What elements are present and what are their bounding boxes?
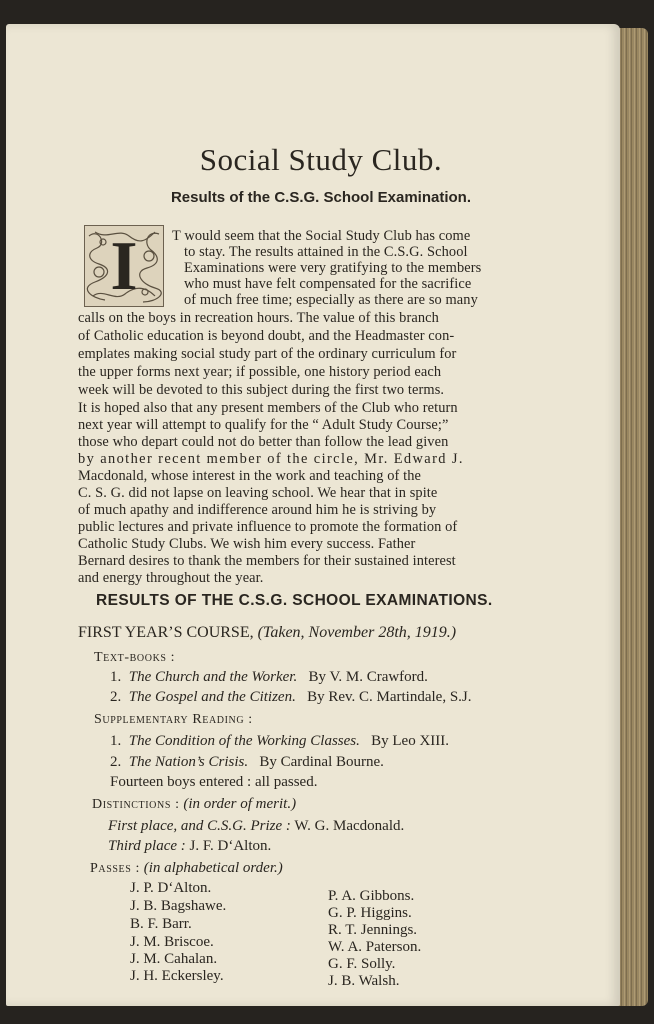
intro-line: Macdonald, whose interest in the work and teaching of the <box>78 468 421 484</box>
pass-name: J. P. D‘Alton. <box>130 880 212 896</box>
pass-name: J. B. Walsh. <box>328 973 400 989</box>
course-line <box>78 624 456 642</box>
first-place-name: W. G. Macdonald. <box>294 818 405 834</box>
intro-line: of much free time; especially as there are so many <box>184 292 478 308</box>
intro-line: C. S. G. did not lapse on leaving school. We hear that in spite <box>78 485 438 501</box>
intro-line: T would seem that the Social Study Club has come <box>172 228 471 244</box>
supplementary-item <box>110 733 449 750</box>
book-page <box>6 24 620 1006</box>
intro-line: calls on the boys in recreation hours. The value of this branch <box>78 310 439 326</box>
passes-line <box>90 860 283 877</box>
third-place-line <box>108 838 271 855</box>
intro-line: Examinations were very gratifying to the members <box>184 260 482 276</box>
article-subtitle: Results of the C.S.G. School Examination. <box>170 189 472 206</box>
pass-name: J. M. Cahalan. <box>130 951 218 967</box>
book-title: The Gospel and the Citizen. <box>128 689 296 705</box>
course-date: (Taken, November 28th, 1919.) <box>257 624 457 641</box>
distinctions-line <box>92 796 296 813</box>
textbooks-label: Text-books : <box>94 650 176 665</box>
book-author: By Rev. C. Martindale, S.J. <box>307 689 472 705</box>
item-number: 2. <box>110 689 122 705</box>
supplementary-item <box>110 754 384 771</box>
pass-name: J. H. Eckersley. <box>130 968 224 984</box>
pass-name: J. B. Bagshawe. <box>130 898 227 914</box>
intro-line: of much apathy and indifference around him he is striving by <box>78 502 437 518</box>
intro-line: Bernard desires to thank the members for their sustained interest <box>78 553 456 569</box>
article-title: Social Study Club. <box>199 142 443 177</box>
intro-line: public lectures and private influence to promote the formation of <box>78 519 458 535</box>
entered-note: Fourteen boys entered : all passed. <box>110 774 318 790</box>
passes-note: (in alphabetical order.) <box>143 860 283 876</box>
intro-line: by another recent member of the circle, Mr. Edward J. <box>78 451 464 467</box>
book-page-edges <box>618 28 648 1006</box>
book-title: The Church and the Worker. <box>128 669 298 685</box>
intro-line: and energy throughout the year. <box>78 570 264 586</box>
pass-name: J. M. Briscoe. <box>130 934 214 950</box>
book-title: The Condition of the Working Classes. <box>128 733 360 749</box>
intro-line: next year will attempt to qualify for the “ Adult Study Course;” <box>78 417 449 433</box>
intro-line: those who depart could not do better than follow the lead given <box>78 434 449 450</box>
textbook-item <box>110 689 472 706</box>
drop-cap-letter: I <box>110 228 138 305</box>
pass-name: G. P. Higgins. <box>328 905 412 921</box>
results-heading: RESULTS OF THE C.S.G. SCHOOL EXAMINATIONS. <box>96 592 493 609</box>
intro-line: of Catholic education is beyond doubt, and the Headmaster con- <box>78 328 455 344</box>
passes-label: Passes : <box>90 861 140 876</box>
pass-name: B. F. Barr. <box>130 916 192 932</box>
first-place-label: First place, and C.S.G. Prize : <box>108 818 291 834</box>
intro-line: to stay. The results attained in the C.S.G. School <box>184 244 468 260</box>
intro-line: week will be devoted to this subject during the first two terms. <box>78 382 445 398</box>
intro-line: who must have felt compensated for the sacrifice <box>184 276 472 292</box>
third-place-label: Third place : <box>108 838 186 854</box>
intro-line: the upper forms next year; if possible, one history period each <box>78 364 442 380</box>
pass-name: G. F. Solly. <box>328 956 396 972</box>
book-title: The Nation’s Crisis. <box>128 754 249 770</box>
book-author: By Cardinal Bourne. <box>259 754 384 770</box>
book-author: By Leo XIII. <box>371 733 450 749</box>
intro-line: Catholic Study Clubs. We wish him every success. Father <box>78 536 416 552</box>
pass-name: R. T. Jennings. <box>328 922 418 938</box>
course-title: FIRST YEAR’S COURSE, <box>78 624 254 641</box>
item-number: 1. <box>110 669 122 685</box>
third-place-name: J. F. D‘Alton. <box>189 838 272 854</box>
pass-name: W. A. Paterson. <box>328 939 422 955</box>
pass-name: P. A. Gibbons. <box>328 888 415 904</box>
distinctions-note: (in order of merit.) <box>183 796 297 812</box>
book-author: By V. M. Crawford. <box>308 669 428 685</box>
distinctions-label: Distinctions : <box>92 797 180 812</box>
item-number: 2. <box>110 754 122 770</box>
intro-line: It is hoped also that any present members of the Club who return <box>78 400 458 416</box>
drop-cap-ornament <box>84 225 164 307</box>
supplementary-label: Supplementary Reading : <box>94 712 253 727</box>
item-number: 1. <box>110 733 122 749</box>
textbook-item <box>110 669 428 686</box>
first-place-line <box>108 818 404 835</box>
intro-line: emplates making social study part of the ordinary curriculum for <box>78 346 457 362</box>
